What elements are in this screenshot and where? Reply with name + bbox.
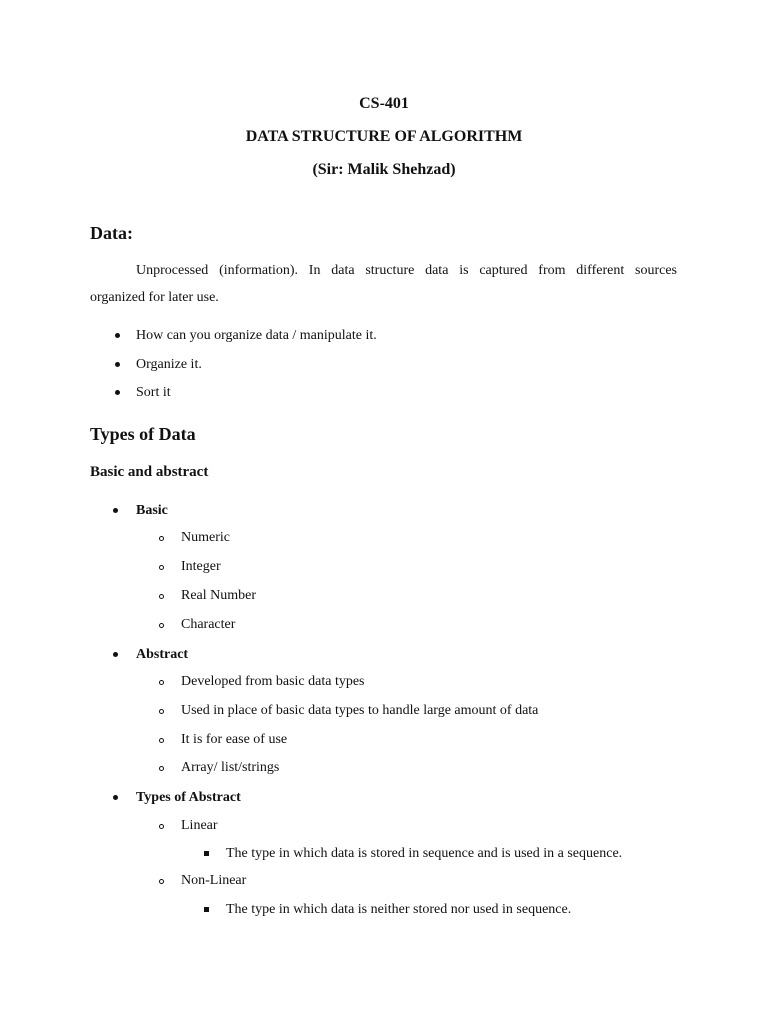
data-paragraph-line2: organized for later use.	[90, 290, 219, 305]
bullet-circle-icon	[159, 623, 164, 628]
bullet-circle-icon	[159, 824, 164, 829]
bullet-circle-icon	[159, 565, 164, 570]
bullet-square-icon	[204, 851, 209, 856]
bullet-circle-icon	[159, 594, 164, 599]
bullet-disc-icon	[113, 508, 118, 513]
types-of-abstract-label: Types of Abstract	[136, 790, 241, 805]
bullet-disc-icon	[115, 333, 120, 338]
list-item: Array/ list/strings	[181, 760, 280, 775]
types-heading: Types of Data	[90, 424, 196, 444]
bullet-disc-icon	[115, 362, 120, 367]
non-linear-detail: The type in which data is neither stored nor used in sequence.	[226, 902, 572, 917]
bullet-disc-icon	[113, 795, 118, 800]
bullet-disc-icon	[115, 390, 120, 395]
bullet-disc-icon	[113, 652, 118, 657]
list-item: Numeric	[181, 530, 230, 545]
basic-label: Basic	[136, 503, 168, 518]
list-item: Used in place of basic data types to handle large amount of data	[181, 703, 539, 718]
list-item: Organize it.	[136, 357, 202, 372]
list-item: Integer	[181, 559, 221, 574]
course-title: DATA STRUCTURE OF ALGORITHM	[245, 128, 523, 145]
list-item: Sort it	[136, 385, 171, 400]
data-heading: Data:	[90, 223, 133, 243]
instructor-name: (Sir: Malik Shehzad)	[312, 161, 456, 178]
list-item: Character	[181, 617, 236, 632]
bullet-circle-icon	[159, 879, 164, 884]
linear-detail: The type in which data is stored in sequence and is used in a sequence.	[226, 846, 623, 861]
non-linear-label: Non-Linear	[181, 873, 247, 888]
list-item: It is for ease of use	[181, 732, 288, 747]
linear-label: Linear	[181, 818, 218, 833]
course-code: CS-401	[359, 95, 409, 112]
abstract-label: Abstract	[136, 647, 189, 662]
data-paragraph-line1: Unprocessed (information). In data structure data is captured from different sources	[136, 263, 677, 278]
bullet-square-icon	[204, 907, 209, 912]
list-item: Developed from basic data types	[181, 674, 365, 689]
list-item: How can you organize data / manipulate it.	[136, 328, 377, 343]
bullet-circle-icon	[159, 738, 164, 743]
bullet-circle-icon	[159, 766, 164, 771]
bullet-circle-icon	[159, 709, 164, 714]
bullet-circle-icon	[159, 536, 164, 541]
bullet-circle-icon	[159, 680, 164, 685]
types-subheading: Basic and abstract	[90, 464, 209, 480]
list-item: Real Number	[181, 588, 257, 603]
